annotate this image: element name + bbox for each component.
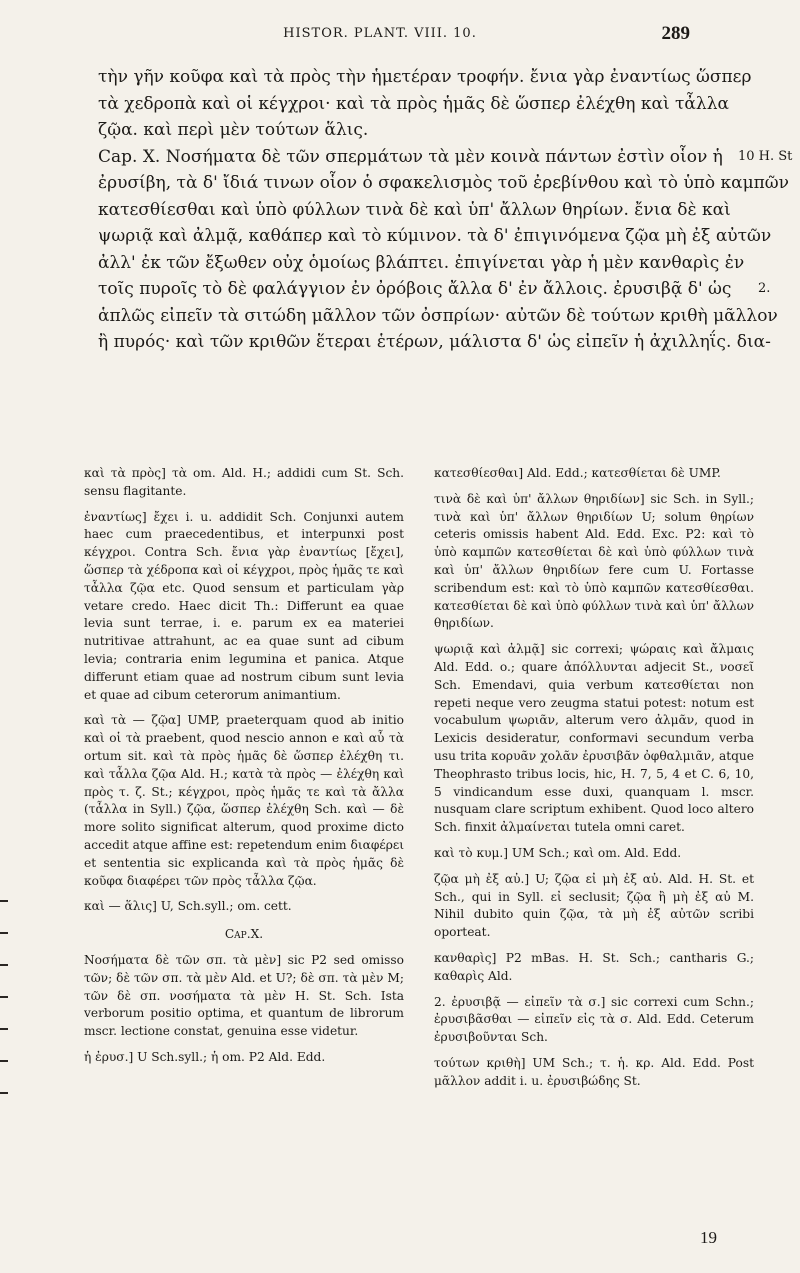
note: κατεσθίεσθαι] Ald. Edd.; κατεσθίεται δὲ UMP. <box>434 466 721 480</box>
text-line: ἢ πυρός· καὶ τῶν κριθῶν ἕτεραι ἑτέρων, μάλιστα δ' ὡς εἰπεῖν ἡ ἀχιλληΐς. δια- <box>98 332 771 352</box>
text-line: ζῷα. καὶ περὶ μὲν τούτων ἅλις. <box>98 120 369 140</box>
note: τούτων κριθὴ] UM Sch.; τ. ἡ. κρ. Ald. Edd. Post μᾶλλον addit i. u. ἐρυσιβώδης St. <box>434 1055 754 1088</box>
margin-note: 2. <box>758 281 771 296</box>
note: τινὰ δὲ καὶ ὑπ' ἄλλων θηριδίων] sic Sch. in Syll.; τινὰ καὶ ὑπ' ἄλλων θηριδίων U; solum θηρίων ceteris omissis habent Ald. Edd. Exc. P2: καὶ τὸ ὑπὸ καμπῶν κατεσθίεται δὲ καὶ ὑπὸ φύλλων τινὰ καὶ ὑπ' ἄλλων θηριδίων fere cum U. Fortasse scribendum est: καὶ τὸ ὑπὸ καμπῶν κατεσθίεσθαι. κατεσθίεται δὲ καὶ ὑπὸ φύλλων τινὰ καὶ ὑπ' ἄλλων θηριδίων. <box>434 491 754 631</box>
text-line: ἐρυσίβη, τὰ δ' ἴδιά τινων οἷον ὁ σφακελισμὸς τοῦ ἐρεβίνθου καὶ τὸ ὑπὸ καμπῶν <box>98 173 790 193</box>
text-line <box>98 144 793 171</box>
note: κανθαρὶς] P2 mBas. H. St. Sch.; cantharis G.; καθαρὶς Ald. <box>434 950 754 983</box>
text-line-content: τοῖς πυροῖς τὸ δὲ φαλάγγιον ἐν ὀρόβοις ἄλλα δ' ἐν ἄλλοις. ἐρυσιβᾷ δ' ὡς <box>98 279 732 299</box>
text-line: ἀλλ' ἐκ τῶν ἔξωθεν οὐχ ὁμοίως βλάπτει. ἐπιγίνεται γὰρ ἡ μὲν κανθαρὶς ἐν <box>98 252 745 273</box>
note: καὶ τὰ — ζῷα] UMP, praeterquam quod ab initio καὶ οἱ τὰ praebent, quod nescio annon e καὶ αὖ τὰ ortum sit. καὶ τὰ πρὸς ἡμᾶς δὲ ὥσπερ ἐλέχθη τι. καὶ τἆλλα ζῷα Ald. H.; κατὰ τὰ πρὸς — ἐλέχθη καὶ πρὸς τ. ζ. St.; κέγχροι, πρὸς ἡμᾶς τε καὶ τὰ ἄλλα (τἆλλα in Syll.) ζῷα, ὥσπερ ἐλέχθη Sch. καὶ — δὲ more solito significat alterum, quod proxime dicto accedit atque affine est: repetendum enim διαφέρει et sententia sic explicanda καὶ τὰ πρὸς ἡμᾶς δὲ κοῦφα διαφέρει τῶν πρὸς τἆλλα ζῷα. <box>84 713 404 888</box>
chapter-heading: Cap.X. <box>224 927 264 942</box>
note: ζῷα μὴ ἐξ αὐ.] U; ζῷα εἰ μὴ ἐξ αὐ. Ald. H. St. et Sch., qui in Syll. εἰ seclusit; ζῷα ἢ μὴ ἐξ αὐ M. Nihil dubito quin ζῷα, τὰ μὴ ἐξ αὐτῶν scribi oporteat. <box>434 871 754 940</box>
note: ψωριᾷ καὶ ἀλμᾷ] sic correxi; ψώραις καὶ ἄλμαις Ald. Edd. o.; quare ἀπόλλυνται adjecit St., νοσεῖ Sch. Emendavi, quia verbum κατεσθίεται non repeti neque vero zeugma statui potest: notum est vocabulum ψωριᾶν, alterum vero ἀλμᾶν, quod in Lexicis desideratur, conformavi secundum verba usu trita κορυᾶν χολᾶν ἐρυσιβᾶν ὀφθαλμιᾶν, atque Theophrasto tribus locis, hic, H. 7, 5, 4 et C. 6, 10, 5 vindicandum esse duxi, quanquam l. mscr. nusquam clare scriptum exhibent. Quod loco altero Sch. finxit ἀλμαίνεται tutela omni caret. <box>434 642 754 835</box>
text-line <box>98 276 771 303</box>
text-line: τὰ χεδροπὰ καὶ οἱ κέγχροι· καὶ τὰ πρὸς ἡμᾶς δὲ ὥσπερ ἐλέχθη καὶ τἆλλα <box>98 93 729 114</box>
note: ἡ ἐρυσ.] U Sch.syll.; ἡ om. P2 Ald. Edd. <box>84 1049 326 1064</box>
text-line: ψωριᾷ καὶ ἀλμᾷ, καθάπερ καὶ τὸ κύμινον. τὰ δ' ἐπιγινόμενα ζῷα μὴ ἐξ αὐτῶν <box>98 226 772 246</box>
signature-mark: 19 <box>700 1228 717 1247</box>
running-title: HISTOR. PLANT. VIII. 10. <box>283 26 477 41</box>
running-header <box>110 23 690 50</box>
text-line: ἁπλῶς εἰπεῖν τὰ σιτώδη μᾶλλον τῶν ὀσπρίων· αὐτῶν δὲ τούτων κριθὴ μᾶλλον <box>98 305 778 326</box>
text-line: κατεσθίεσθαι καὶ ὑπὸ φύλλων τινὰ δὲ καὶ ὑπ' ἄλλων θηρίων. ἔνια δὲ καὶ <box>98 199 731 220</box>
note: 2. ἐρυσιβᾷ — εἰπεῖν τὰ σ.] sic correxi cum Schn.; ἐρυσιβᾶσθαι — εἰπεῖν εἰς τὰ σ. Ald. Edd. Ceterum ἐρυσιβοῦνται Sch. <box>434 994 754 1045</box>
note: καὶ τὰ πρὸς] τὰ om. Ald. H.; addidi cum St. Sch. sensu flagitante. <box>84 466 404 498</box>
main-greek-text <box>98 64 793 356</box>
binding-edge <box>0 900 14 1160</box>
page-number: 289 <box>661 23 690 44</box>
notes-column-left <box>84 465 404 1075</box>
note: ἐναντίως] ἔχει i. u. addidit Sch. Conjunxi autem haec cum praecedentibus, et interpunxi post κέγχροι. Contra Sch. ἔνια γὰρ ἐναντίως [ἔχει], ὥσπερ τὰ χέδροπα καὶ οἱ κέγχροι, πρὸς ἡμᾶς τε καὶ τἆλλα ζῷα etc. Quod sensum et particulam γὰρ vetare credo. Haec dicit Th.: Differunt ea quae levia sunt terrae, i. e. parum ex ea materiei nutritivae attrahunt, ac ea quae sunt ad cibum levia; contraria enim leguminа et panica. Atque differunt etiam quae ad nostrum cibum sunt levia et quae ad cibum ceterorum animantium. <box>84 509 404 702</box>
note: καὶ — ἅλις] U, Sch.syll.; om. cett. <box>84 899 292 914</box>
margin-note: 10 H. St <box>738 148 793 164</box>
notes-column-right <box>434 465 754 1099</box>
text-line: τὴν γῆν κοῦφα καὶ τὰ πρὸς τὴν ἡμετέραν τροφήν. ἔνια γὰρ ἐναντίως ὥσπερ <box>98 67 752 87</box>
note: Νοσήματα δὲ τῶν σπ. τὰ μὲν] sic P2 sed omisso τῶν; δὲ τῶν σπ. τὰ μὲν Ald. et U?; δὲ σπ. τὰ μὲν M; τῶν δὲ σπ. νοσήματα τὰ μὲν H. St. Sch. Ista verborum positio optima, et quantum de librorum mscr. lectione constat, genuina esse videtur. <box>84 952 404 1039</box>
note: καὶ τὸ κυμ.] UM Sch.; καὶ om. Ald. Edd. <box>434 845 682 860</box>
chapter-line: Cap. X. Νοσήματα δὲ τῶν σπερμάτων τὰ μὲν κοινὰ πάντων ἐστὶν οἷον ἡ <box>98 146 723 167</box>
